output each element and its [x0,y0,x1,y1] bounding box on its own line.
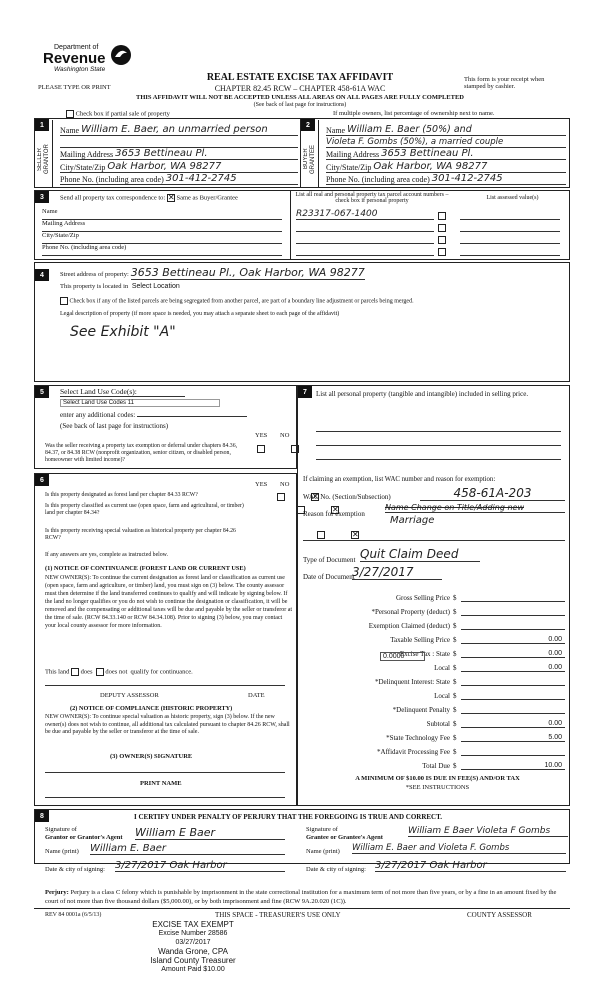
local-rate[interactable]: 0.0000 [380,652,425,661]
does-not-checkbox[interactable] [96,668,104,676]
section-8-num: 8 [35,810,49,822]
legal-label: Legal description of property (if more space is needed, you may attach a separate sheet to each page of the affidavit) [60,311,340,317]
tax-row-value[interactable]: 0.00 [461,636,565,644]
form-chapter: CHAPTER 82.45 RCW – CHAPTER 458-61A WAC [214,84,386,93]
treasurer-stamp [118,920,268,974]
partial-sale[interactable]: Check box if partial sale of property [66,110,170,118]
buyer-mail[interactable]: 3653 Bettineau Pl. [381,148,474,159]
stamp-line1: EXCISE TAX EXEMPT [152,920,234,929]
tax-row-value[interactable] [461,713,565,714]
grantee-name-label: Name (print) [306,848,340,855]
revenue-logo [38,42,138,76]
grantor-date-label: Date & city of signing: [45,866,105,873]
owner-signature-line[interactable] [45,772,285,773]
grantor-date[interactable]: 3/27/2017 Oak Harbor [115,860,285,872]
tax-row-label: Total Due [422,762,450,770]
tax-row-label: *Delinquent Penalty [392,706,450,714]
grantee-date[interactable]: 3/27/2017 Oak Harbor [375,860,566,872]
tax-row: *Affidavit Processing Fee $ [303,742,565,756]
certify: I CERTIFY UNDER PENALTY OF PERJURY THAT THE FOREGOING IS TRUE AND CORRECT. [134,813,443,821]
multiple-owners-note: If multiple owners, list percentage of ownership next to name. [333,110,495,117]
reason[interactable]: Marriage [390,515,435,526]
tax-row: *Delinquent Penalty $ [303,700,565,714]
see-instructions: *SEE INSTRUCTIONS [405,784,470,791]
land-use-see-back: (See back of last page for instructions) [60,422,169,430]
tax-row: Local $ 0.00 [303,658,565,672]
tax-row-value[interactable]: 0.00 [461,650,565,658]
tax-row-value[interactable] [461,699,565,700]
if-yes-note: If any answers are yes, complete as instructed below. [45,552,168,558]
stamp-line3: 03/27/2017 [175,939,211,946]
personal-property-label: List all personal property (tangible and intangible) included in selling price. [316,390,529,398]
tax-row-label: Subtotal [426,720,450,728]
tax-row-value[interactable] [461,615,565,616]
perjury-note: Perjury: Perjury is a class C felony which is punishable by imprisonment in the state correctional institution for a maximum term of not more than five years, or by a fine in an amount fixed by the court of not more than five thousand dollars ($5,000.00), or by both imprisonment and fine (RCW 9A.20.020 (1C)). [45,889,557,905]
seller-phone[interactable]: 301-412-2745 [165,173,237,184]
wac-label: WAC No. (Section/Subsection) [303,493,391,501]
tax-row-value[interactable] [461,685,565,686]
tax-row-label: *Delinquent Interest: State [374,678,450,686]
land-use-title: Select Land Use Code(s): [60,387,185,397]
tax-row-value[interactable]: 0.00 [461,664,565,672]
buyer-label: BUYER GRANTEE [303,144,316,174]
send-correspondence: Send all property tax correspondence to: ✕ Same as Buyer/Grantee [60,194,238,202]
tax-row-label: Excise Tax : State [399,650,450,658]
logo-line3: Washington State [54,66,106,73]
deputy-assessor: DEPUTY ASSESSOR [100,692,159,699]
minimum-due: A MINIMUM OF $10.00 IS DUE IN FEE(S) AND/OR TAX [355,775,520,782]
buyer-city[interactable]: Oak Harbor, WA 98277 [373,161,488,172]
receipt-note: This form is your receipt when stamped by cashier. [464,76,545,90]
corr-city[interactable]: City/State/Zip [42,232,282,244]
segregated-checkbox[interactable] [60,297,68,305]
section-2-num: 2 [301,119,315,131]
treasurer-use: THIS SPACE - TREASURER'S USE ONLY [215,911,341,919]
grantor-name[interactable]: William E. Baer [90,843,285,855]
buyer-name-2[interactable]: Violeta F. Gombs (50%), a married couple [326,137,504,147]
tax-row: *Personal Property (deduct) $ [303,602,565,616]
doc-date[interactable]: 3/27/2017 [352,565,442,580]
parcel-number[interactable]: R23317-067-1400 [296,209,434,220]
section-1-num: 1 [35,119,49,131]
tax-row: Subtotal $ 0.00 [303,714,565,728]
seller-city[interactable]: Oak Harbor, WA 98277 [107,161,222,172]
form-warning: THIS AFFIDAVIT WILL NOT BE ACCEPTED UNLESS ALL AREAS ON ALL PAGES ARE FULLY COMPLETED [136,94,464,101]
section-4 [34,262,570,382]
form-revision: REV 84 0001a (6/5/13) [45,912,102,918]
notice1-text: NEW OWNER(S): To continue the current designation as forest land or classification as current use (open space, farm and agriculture, or timber) land, you must sign on (3) below. The county assessor must then determine if the land transferred continues to qualify and will indicate by signing below. If the land no longer qualifies or you do not wish to continue the designation or classification, it will be removed and the compensating or additional taxes will be due and payable by the seller or transferor at the time of sale. (RCW 84.33.140 or RCW 84.34.108). Prior to signing (3) below, you may contact your local county assessor for more information. [45,575,293,629]
grantor-signature[interactable]: William E Baer [135,826,285,840]
doc-type[interactable]: Quit Claim Deed [360,547,480,562]
section-3-num: 3 [35,191,49,203]
tax-row: *Delinquent Interest: State $ [303,672,565,686]
stamp-line6: Amount Paid $10.00 [161,966,225,973]
parcel-checkbox-1[interactable] [438,212,446,220]
corr-name[interactable]: Name [42,208,282,220]
reason-struck: Name Change on Title/Adding new [385,503,565,513]
tax-row-value[interactable] [461,629,565,630]
logo-line1: Department of [54,44,99,51]
tax-row-value[interactable]: 5.00 [461,734,565,742]
tax-row-label: Local [434,664,450,672]
tax-row-label: Exemption Claimed (deduct) [368,622,450,630]
s6-yes: YES [255,481,268,488]
street-row: Street address of property: 3653 Bettineau Pl., Oak Harbor, WA 98277 [60,266,365,279]
tax-row-value[interactable]: 0.00 [461,720,565,728]
reason-label: Reason for exemption [303,510,365,518]
personal-property-line-1[interactable] [316,420,561,432]
tax-row-label: *Personal Property (deduct) [371,608,450,616]
s5-yes: YES [255,432,268,439]
notice1-title: (1) NOTICE OF CONTINUANCE (FOREST LAND OR CURRENT USE) [45,565,246,572]
grantee-date-label: Date & city of signing: [306,866,366,873]
parcel-header: List all real and personal property tax parcel account numbers – check box if personal property [295,192,449,204]
tax-row-label: Taxable Selling Price [390,636,450,644]
grantee-sig-label: Signature of Grantee or Grantee's Agent [306,826,383,841]
doc-type-label: Type of Document [303,556,356,564]
doc-date-label: Date of Document [303,573,355,581]
parcel-checkbox-3[interactable] [438,236,446,244]
form-title: REAL ESTATE EXCISE TAX AFFIDAVIT [206,72,394,83]
notice2-text: NEW OWNER(S): To continue special valuation as historic property, sign (3) below. If the new owner(s) does not wish to continue, all additional tax calculated pursuant to chapter 84.26 RCW, shall be due and payable by the seller or transferor at the time of sale. [45,714,290,735]
grantor-sig-label: Signature of Grantor or Grantor's Agent [45,826,123,841]
grantor-name-label: Name (print) [45,848,79,855]
q1-yes-checkbox[interactable] [277,493,285,501]
section-4-num: 4 [35,269,49,281]
parcel-list [296,208,566,256]
s5-no: NO [280,432,290,439]
buyer-name-row: Name William E. Baer (50%) and Violeta F. Gombs (50%), a married couple Mailing Address 3653 Bettineau Pl. City/State/Zip Oak Harbor, WA 98277 Phone No. (including area code) 301-412-2745 [326,121,566,185]
stamp-line5: Island County Treasurer [150,956,236,965]
tax-row-value[interactable]: 10.00 [461,762,565,770]
tax-row-label: *Affidavit Processing Fee [377,748,450,756]
exemption-question: Was the seller receiving a property tax exemption or deferral under chapters 84.36, 84.37, or 84.38 RCW (nonprofit organization, senior citizen, or disabled person, homeowner with limited income)? [45,443,238,463]
print-name-line[interactable] [45,797,285,798]
this-land-row: This land does does not qualify for continuance. [45,668,193,676]
parcel-checkbox-4[interactable] [438,248,446,256]
seller-label: SELLER GRANTOR [37,144,50,174]
s6-no: NO [280,481,290,488]
parcel-checkbox-2[interactable] [438,224,446,232]
deputy-date: DATE [248,692,265,699]
personal-property-line-3[interactable] [316,448,561,460]
notice2-title: (2) NOTICE OF COMPLIANCE (HISTORIC PROPERTY) [70,705,233,712]
current-use-question: Is this property classified as current use (open space, farm and agricultural, or timber) land per chapter 84.34? [45,503,244,516]
tax-row: Local $ [303,686,565,700]
additional-codes: enter any additional codes: [60,411,247,419]
tax-row-label: Local [434,692,450,700]
section-6-num: 6 [35,474,49,486]
does-checkbox[interactable] [71,668,79,676]
stamp-line4: Wanda Grone, CPA [158,947,228,956]
street-address[interactable]: 3653 Bettineau Pl., Oak Harbor, WA 98277 [130,266,365,279]
tax-row: Total Due $ 10.00 [303,756,565,770]
form-see-back: (See back of last page for instructions) [253,102,347,108]
tax-row: Excise Tax : State $ 0.00 [303,644,565,658]
corr-phone[interactable]: Phone No. (including area code) [42,244,282,256]
tax-row: Exemption Claimed (deduct) $ [303,616,565,630]
buyer-phone[interactable]: 301-412-2745 [431,173,503,184]
print-name-label: PRINT NAME [140,780,182,787]
tax-row: *State Technology Fee $ 5.00 [303,728,565,742]
historic-question: Is this property receiving special valuation as historical property per chapter 84.26 RCW? [45,528,236,541]
seller-name[interactable]: William E. Baer, an unmarried person [81,124,268,135]
tax-row: Gross Selling Price $ [303,588,565,602]
exemption-intro: If claiming an exemption, list WAC number and reason for exemption: [303,476,496,483]
seller-name-row: Name William E. Baer, an unmarried person Mailing Address 3653 Bettineau Pl. City/State/Zip Oak Harbor, WA 98277 Phone No. (including area code) 301-412-2745 [60,121,298,185]
tax-row-label: *State Technology Fee [386,734,450,742]
partial-sale-checkbox[interactable] [66,110,74,118]
section-5-num: 5 [35,386,49,398]
tax-row-value[interactable] [461,755,565,756]
logo-line2: Revenue [43,50,106,67]
s5-yes-checkbox[interactable] [257,445,265,453]
revenue-logo-icon [110,44,132,66]
tax-row: Taxable Selling Price $ 0.00 [303,630,565,644]
same-as-buyer-checkbox[interactable] [167,194,175,202]
legal-description[interactable]: See Exhibit "A" [70,324,176,340]
assessed-header: List assessed value(s) [486,195,539,201]
wac-number[interactable]: 458-61A-203 [420,486,565,501]
please-type: PLEASE TYPE OR PRINT [38,84,111,91]
owner-signature-label: (3) OWNER(S) SIGNATURE [110,753,193,760]
seller-mail[interactable]: 3653 Bettineau Pl. [115,148,208,159]
tax-table [303,588,565,770]
land-use-select[interactable]: Select Land Use Codes 11 [60,399,220,407]
personal-property-line-2[interactable] [316,434,561,446]
tax-row-label: Gross Selling Price [395,594,450,602]
located-row: This property is located in Select Location [60,283,180,290]
section-7-num: 7 [298,386,312,398]
segregated-row: Check box if any of the listed parcels are being segregated from another parcel, are part of a boundary line adjustment or parcels being merged. [60,297,565,305]
tax-row-value[interactable] [461,601,565,602]
buyer-name-1[interactable]: William E. Baer (50%) and [347,124,472,135]
grantee-signature[interactable]: William E Baer Violeta F Gombs [408,826,568,837]
forest-question: Is this property designated as forest land per chapter 84.33 RCW? [45,492,198,498]
location-select[interactable]: Select Location [131,283,180,290]
grantee-name[interactable]: William E. Baer and Violeta F. Gombs [352,843,566,854]
county-assessor: COUNTY ASSESSOR [467,911,532,919]
stamp-line2: Excise Number 28586 [158,930,228,937]
corr-mail[interactable]: Mailing Address [42,220,282,232]
